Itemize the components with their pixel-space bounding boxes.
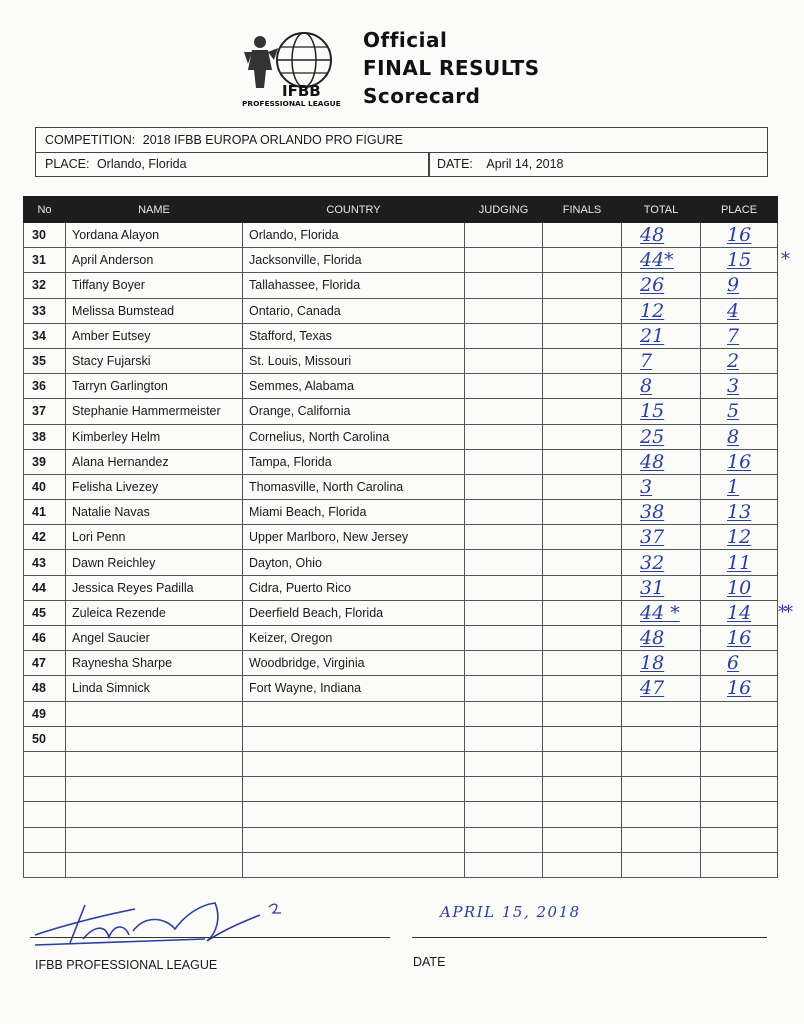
results-table: [23, 196, 778, 878]
competitor-country: Semmes, Alabama: [243, 374, 465, 399]
header-country: COUNTRY: [243, 197, 465, 223]
judging-cell: [465, 726, 543, 751]
final-place: 7: [701, 323, 778, 348]
row-number: [24, 852, 66, 877]
total-score: 48: [622, 223, 701, 248]
total-score: [622, 827, 701, 852]
row-number: 39: [24, 449, 66, 474]
margin-mark-row45: **: [778, 602, 790, 623]
total-score: 21: [622, 323, 701, 348]
scorecard-header: [238, 26, 578, 110]
row-number: 42: [24, 525, 66, 550]
title-official: Official: [363, 28, 448, 52]
competitor-country: Woodbridge, Virginia: [243, 651, 465, 676]
total-score: 31: [622, 575, 701, 600]
table-row: [24, 525, 778, 550]
competitor-country: Ontario, Canada: [243, 298, 465, 323]
final-place: 6: [701, 651, 778, 676]
judging-cell: [465, 348, 543, 373]
finals-cell: [543, 500, 622, 525]
final-place: [701, 751, 778, 776]
footer-date-label: DATE: [413, 955, 446, 969]
table-row: [24, 626, 778, 651]
competitor-country: Orlando, Florida: [243, 223, 465, 248]
table-row: [24, 223, 778, 248]
finals-cell: [543, 751, 622, 776]
judging-cell: [465, 223, 543, 248]
date-value: April 14, 2018: [486, 157, 564, 171]
judging-cell: [465, 500, 543, 525]
competitor-country: Stafford, Texas: [243, 323, 465, 348]
competitor-country: [243, 802, 465, 827]
finals-cell: [543, 852, 622, 877]
total-score: 15: [622, 399, 701, 424]
finals-cell: [543, 802, 622, 827]
competitor-name: Stephanie Hammermeister: [66, 399, 243, 424]
competitor-name: Alana Hernandez: [66, 449, 243, 474]
date-line: [412, 937, 767, 938]
competition-label: COMPETITION:: [45, 133, 136, 147]
judging-cell: [465, 399, 543, 424]
judging-cell: [465, 248, 543, 273]
competitor-name: [66, 827, 243, 852]
judging-cell: [465, 777, 543, 802]
competitor-country: Cidra, Puerto Rico: [243, 575, 465, 600]
final-place: [701, 726, 778, 751]
competitor-name: Yordana Alayon: [66, 223, 243, 248]
judging-cell: [465, 600, 543, 625]
total-score: 7: [622, 348, 701, 373]
header-name: NAME: [66, 197, 243, 223]
competitor-name: Kimberley Helm: [66, 424, 243, 449]
table-row: [24, 777, 778, 802]
row-number: [24, 777, 66, 802]
competitor-country: [243, 701, 465, 726]
judging-cell: [465, 651, 543, 676]
finals-cell: [543, 399, 622, 424]
table-row: [24, 500, 778, 525]
total-score: 32: [622, 550, 701, 575]
place-value: Orlando, Florida: [96, 157, 187, 171]
judging-cell: [465, 827, 543, 852]
competitor-country: Tampa, Florida: [243, 449, 465, 474]
table-row: [24, 550, 778, 575]
final-place: 5: [701, 399, 778, 424]
finals-cell: [543, 726, 622, 751]
final-place: 16: [701, 626, 778, 651]
signature-date: APRIL 15, 2018: [440, 903, 581, 921]
row-number: 36: [24, 374, 66, 399]
final-place: [701, 777, 778, 802]
total-score: 25: [622, 424, 701, 449]
final-place: [701, 827, 778, 852]
finals-cell: [543, 777, 622, 802]
table-row: [24, 827, 778, 852]
table-row: [24, 474, 778, 499]
competitor-country: Tallahassee, Florida: [243, 273, 465, 298]
judging-cell: [465, 323, 543, 348]
table-row: [24, 248, 778, 273]
judge-signature: [25, 895, 300, 955]
final-place: 13: [701, 500, 778, 525]
final-place: 16: [701, 449, 778, 474]
table-row: [24, 449, 778, 474]
table-row: [24, 323, 778, 348]
finals-cell: [543, 298, 622, 323]
margin-mark-row31: *: [781, 249, 790, 270]
competitor-country: St. Louis, Missouri: [243, 348, 465, 373]
row-number: 40: [24, 474, 66, 499]
date-label: DATE:: [437, 157, 473, 171]
final-place: 14: [701, 600, 778, 625]
competitor-name: Melissa Bumstead: [66, 298, 243, 323]
judging-cell: [465, 298, 543, 323]
final-place: 1: [701, 474, 778, 499]
table-row: [24, 273, 778, 298]
judging-cell: [465, 374, 543, 399]
finals-cell: [543, 651, 622, 676]
finals-cell: [543, 550, 622, 575]
league-label: IFBB PROFESSIONAL LEAGUE: [35, 958, 218, 972]
total-score: 26: [622, 273, 701, 298]
final-place: 4: [701, 298, 778, 323]
competitor-name: [66, 777, 243, 802]
total-score: 44 *: [622, 600, 701, 625]
competitor-name: [66, 802, 243, 827]
finals-cell: [543, 575, 622, 600]
table-row: [24, 348, 778, 373]
judging-cell: [465, 525, 543, 550]
total-score: [622, 802, 701, 827]
final-place: 12: [701, 525, 778, 550]
place-label: PLACE:: [45, 157, 90, 171]
competitor-country: [243, 852, 465, 877]
signature-line: [30, 937, 390, 938]
finals-cell: [543, 525, 622, 550]
competitor-name: Tarryn Garlington: [66, 374, 243, 399]
final-place: 2: [701, 348, 778, 373]
judging-cell: [465, 701, 543, 726]
row-number: 35: [24, 348, 66, 373]
competitor-country: Keizer, Oregon: [243, 626, 465, 651]
total-score: [622, 726, 701, 751]
final-place: 11: [701, 550, 778, 575]
row-number: 48: [24, 676, 66, 701]
judging-cell: [465, 474, 543, 499]
competitor-country: [243, 777, 465, 802]
competitor-name: Tiffany Boyer: [66, 273, 243, 298]
logo-text: IFBB: [282, 82, 321, 100]
finals-cell: [543, 323, 622, 348]
logo-subtext: PROFESSIONAL LEAGUE: [242, 99, 341, 108]
judging-cell: [465, 575, 543, 600]
row-number: 30: [24, 223, 66, 248]
finals-cell: [543, 701, 622, 726]
row-number: 41: [24, 500, 66, 525]
header-no: No: [24, 197, 66, 223]
row-number: 44: [24, 575, 66, 600]
finals-cell: [543, 273, 622, 298]
row-number: 49: [24, 701, 66, 726]
table-row: [24, 575, 778, 600]
competitor-country: Miami Beach, Florida: [243, 500, 465, 525]
final-place: 3: [701, 374, 778, 399]
table-row: [24, 298, 778, 323]
competitor-country: Orange, California: [243, 399, 465, 424]
table-row: [24, 676, 778, 701]
table-row: [24, 399, 778, 424]
row-number: 45: [24, 600, 66, 625]
competitor-name: [66, 726, 243, 751]
table-header-row: [24, 197, 778, 223]
total-score: [622, 777, 701, 802]
finals-cell: [543, 449, 622, 474]
header-total: TOTAL: [622, 197, 701, 223]
ifbb-logo: [238, 30, 350, 108]
row-number: [24, 827, 66, 852]
header-judging: JUDGING: [465, 197, 543, 223]
judging-cell: [465, 550, 543, 575]
table-row: [24, 726, 778, 751]
table-row: [24, 852, 778, 877]
total-score: [622, 701, 701, 726]
judging-cell: [465, 802, 543, 827]
competitor-country: [243, 751, 465, 776]
final-place: 10: [701, 575, 778, 600]
row-number: 33: [24, 298, 66, 323]
row-number: 31: [24, 248, 66, 273]
final-place: 15: [701, 248, 778, 273]
total-score: 8: [622, 374, 701, 399]
competitor-name: Linda Simnick: [66, 676, 243, 701]
competitor-country: Dayton, Ohio: [243, 550, 465, 575]
competitor-country: Thomasville, North Carolina: [243, 474, 465, 499]
competition-value: 2018 IFBB EUROPA ORLANDO PRO FIGURE: [142, 133, 404, 147]
judging-cell: [465, 676, 543, 701]
header-place: PLACE: [701, 197, 778, 223]
table-row: [24, 600, 778, 625]
competitor-name: Dawn Reichley: [66, 550, 243, 575]
title-final-results: FINAL RESULTS: [363, 56, 540, 80]
competitor-country: Upper Marlboro, New Jersey: [243, 525, 465, 550]
judging-cell: [465, 273, 543, 298]
judging-cell: [465, 751, 543, 776]
final-place: [701, 802, 778, 827]
row-number: 47: [24, 651, 66, 676]
total-score: 12: [622, 298, 701, 323]
table-row: [24, 751, 778, 776]
competitor-country: Deerfield Beach, Florida: [243, 600, 465, 625]
final-place: 16: [701, 676, 778, 701]
competitor-name: Raynesha Sharpe: [66, 651, 243, 676]
row-number: [24, 802, 66, 827]
competitor-name: Stacy Fujarski: [66, 348, 243, 373]
judging-cell: [465, 449, 543, 474]
finals-cell: [543, 223, 622, 248]
table-row: [24, 802, 778, 827]
table-row: [24, 424, 778, 449]
row-number: [24, 751, 66, 776]
finals-cell: [543, 348, 622, 373]
competitor-country: Fort Wayne, Indiana: [243, 676, 465, 701]
competitor-name: [66, 701, 243, 726]
competitor-name: Lori Penn: [66, 525, 243, 550]
total-score: 38: [622, 500, 701, 525]
row-number: 38: [24, 424, 66, 449]
table-row: [24, 701, 778, 726]
row-number: 46: [24, 626, 66, 651]
total-score: [622, 852, 701, 877]
competitor-country: Jacksonville, Florida: [243, 248, 465, 273]
total-score: 37: [622, 525, 701, 550]
total-score: 47: [622, 676, 701, 701]
competitor-name: Jessica Reyes Padilla: [66, 575, 243, 600]
row-number: 50: [24, 726, 66, 751]
competitor-name: Felisha Livezey: [66, 474, 243, 499]
finals-cell: [543, 626, 622, 651]
final-place: [701, 701, 778, 726]
competitor-name: Zuleica Rezende: [66, 600, 243, 625]
title-scorecard: Scorecard: [363, 84, 481, 108]
finals-cell: [543, 374, 622, 399]
competitor-name: Angel Saucier: [66, 626, 243, 651]
row-number: 32: [24, 273, 66, 298]
total-score: 3: [622, 474, 701, 499]
header-finals: FINALS: [543, 197, 622, 223]
finals-cell: [543, 424, 622, 449]
competitor-country: [243, 726, 465, 751]
judging-cell: [465, 852, 543, 877]
final-place: 8: [701, 424, 778, 449]
total-score: [622, 751, 701, 776]
total-score: 48: [622, 449, 701, 474]
total-score: 48: [622, 626, 701, 651]
table-row: [24, 651, 778, 676]
row-number: 37: [24, 399, 66, 424]
finals-cell: [543, 600, 622, 625]
competitor-country: [243, 827, 465, 852]
total-score: 18: [622, 651, 701, 676]
finals-cell: [543, 474, 622, 499]
competitor-name: Amber Eutsey: [66, 323, 243, 348]
finals-cell: [543, 248, 622, 273]
final-place: 9: [701, 273, 778, 298]
final-place: 16: [701, 223, 778, 248]
judging-cell: [465, 626, 543, 651]
competition-info: [35, 127, 768, 177]
finals-cell: [543, 676, 622, 701]
competitor-country: Cornelius, North Carolina: [243, 424, 465, 449]
competitor-name: [66, 751, 243, 776]
row-number: 34: [24, 323, 66, 348]
row-number: 43: [24, 550, 66, 575]
table-row: [24, 374, 778, 399]
competitor-name: April Anderson: [66, 248, 243, 273]
judging-cell: [465, 424, 543, 449]
final-place: [701, 852, 778, 877]
finals-cell: [543, 827, 622, 852]
competitor-name: [66, 852, 243, 877]
total-score: 44*: [622, 248, 701, 273]
competitor-name: Natalie Navas: [66, 500, 243, 525]
